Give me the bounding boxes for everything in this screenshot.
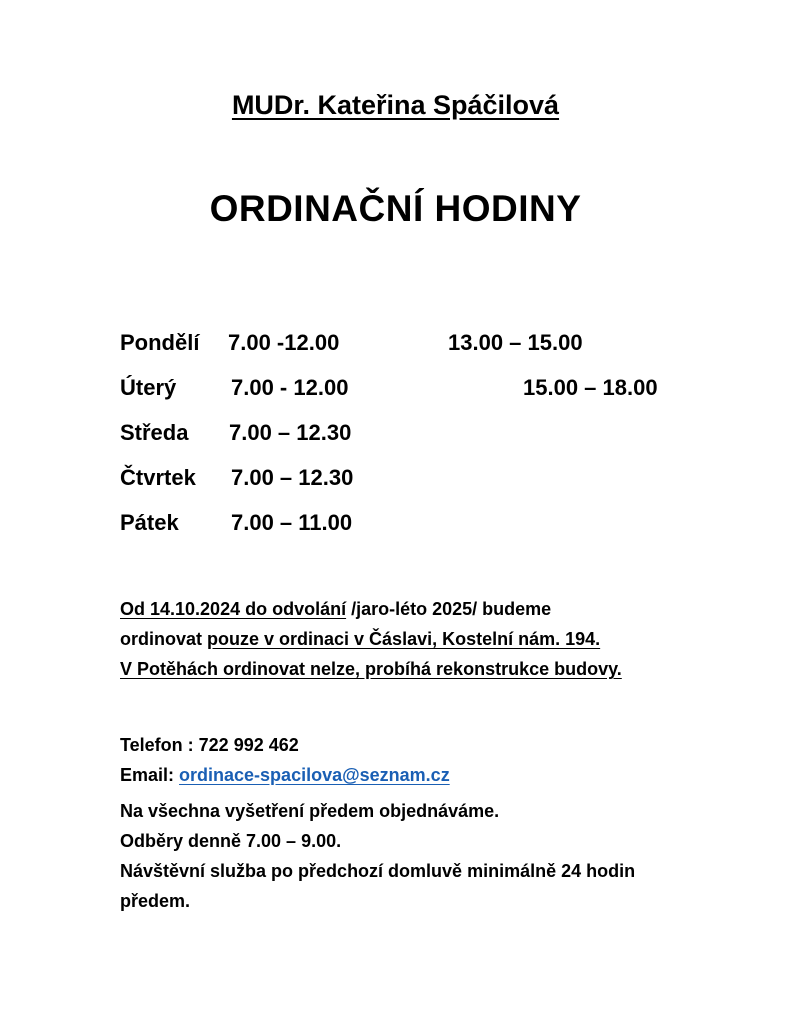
schedule-morning-tuesday: 7.00 - 12.00 xyxy=(231,375,349,400)
notice-location: pouze v ordinaci v Čáslavi, Kostelní nám. 194. xyxy=(207,629,601,649)
schedule-morning-monday: 7.00 -12.00 xyxy=(228,330,340,355)
email-line xyxy=(120,760,450,790)
schedule-day-monday: Pondělí xyxy=(120,330,200,355)
page-title: ORDINAČNÍ HODINY xyxy=(209,188,582,229)
info-line-4: předem. xyxy=(120,891,191,911)
email-label: Email: xyxy=(120,765,180,785)
info-line-2: Odběry denně 7.00 – 9.00. xyxy=(120,831,342,851)
notice-date-range: Od 14.10.2024 do odvolání xyxy=(120,599,347,619)
schedule-morning-friday: 7.00 – 11.00 xyxy=(231,510,353,535)
notice-line-3: V Potěhách ordinovat nelze, probíhá rekonstrukce budovy. xyxy=(120,659,622,679)
schedule-afternoon-tuesday: 15.00 – 18.00 xyxy=(523,375,658,400)
schedule-day-tuesday: Úterý xyxy=(120,375,177,400)
doctor-name: MUDr. Kateřina Spáčilová xyxy=(231,90,560,120)
info-line-1: Na všechna vyšetření předem objednáváme. xyxy=(120,801,500,821)
notice-line-2 xyxy=(120,624,600,654)
info-line-3: Návštěvní služba po předchozí domluvě minimálně 24 hodin xyxy=(120,861,636,881)
schedule-day-thursday: Čtvrtek xyxy=(120,465,196,490)
schedule-morning-wednesday: 7.00 – 12.30 xyxy=(229,420,352,445)
email-link[interactable]: ordinace-spacilova@seznam.cz xyxy=(179,765,450,785)
phone-number: Telefon : 722 992 462 xyxy=(120,735,299,755)
schedule-afternoon-monday: 13.00 – 15.00 xyxy=(448,330,583,355)
schedule-morning-thursday: 7.00 – 12.30 xyxy=(231,465,354,490)
notice-prefix: ordinovat xyxy=(120,629,208,649)
schedule-day-wednesday: Středa xyxy=(120,420,189,445)
notice-season: /jaro-léto 2025/ budeme xyxy=(346,599,552,619)
notice-line-1 xyxy=(120,594,551,624)
schedule-day-friday: Pátek xyxy=(120,510,179,535)
